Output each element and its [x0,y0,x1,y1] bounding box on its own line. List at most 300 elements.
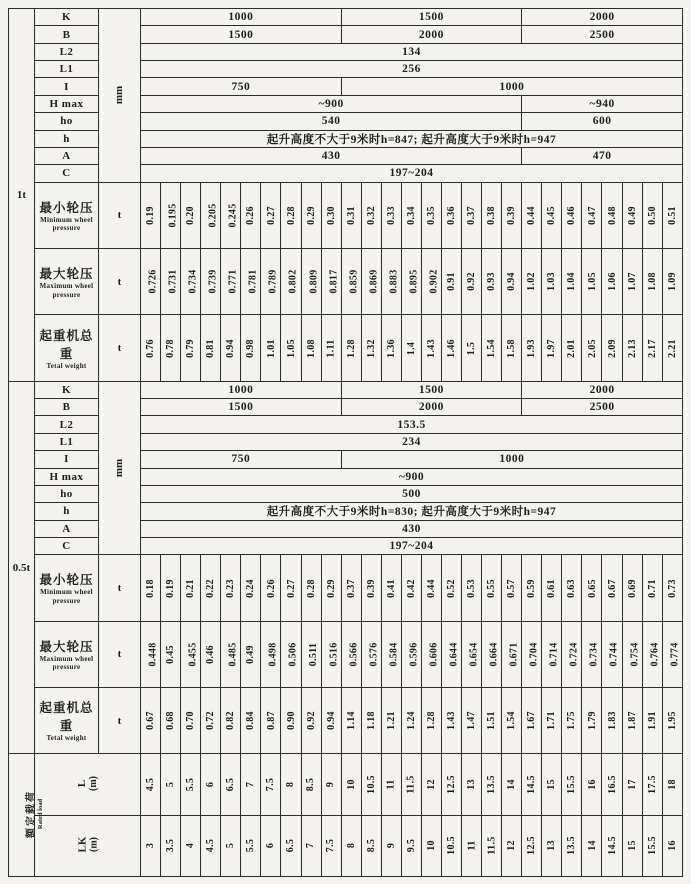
data-value-cell [562,688,582,754]
data-value: 1.71 [546,711,558,731]
value-row-label-cell [35,688,99,754]
data-value-cell [221,621,241,687]
dimension-row [9,9,683,26]
data-value-cell [241,315,261,381]
dim-value-cell [522,26,683,43]
data-value-cell [401,248,421,314]
data-value-cell [181,754,201,815]
data-value-cell [582,621,602,687]
data-value: 6 [265,843,277,849]
data-value: 0.82 [225,711,237,731]
data-value-cell [161,182,181,248]
data-value: 0.45 [165,645,177,664]
data-value: 0.44 [526,205,538,225]
value-unit-cell [99,621,141,687]
data-value-cell [321,248,341,314]
data-value-cell [602,688,622,754]
data-value: 1.95 [666,711,678,731]
param-label-cell [35,147,99,164]
dim-value: 134 [402,45,421,58]
dim-value: 1000 [499,453,525,466]
data-value-cell [381,555,401,621]
data-value-cell [421,688,441,754]
data-value: 15 [546,779,558,790]
data-value-cell [642,315,662,381]
data-value-cell [361,688,381,754]
dim-value: 2000 [589,11,615,24]
data-value-cell [502,621,522,687]
data-value: 3 [145,843,157,849]
data-value: 1.14 [345,711,357,731]
data-value-cell [201,182,221,248]
footer-row [9,815,683,876]
data-value-cell [662,182,682,248]
data-value: 0.726 [147,269,159,294]
data-value: 0.61 [546,578,558,598]
data-value-cell [441,555,461,621]
dim-value: 600 [592,115,612,128]
value-unit: t [117,582,122,594]
data-value: 0.448 [147,642,159,667]
data-value: 0.654 [468,642,480,667]
data-value-cell [241,688,261,754]
data-value: 12 [425,779,437,790]
data-value: 0.485 [227,642,239,667]
data-value-cell [281,182,301,248]
data-value: 0.76 [145,338,157,358]
param-label: ho [60,115,73,128]
data-value: 0.29 [325,578,337,598]
data-value-cell [201,315,221,381]
data-value: 0.31 [345,205,357,225]
value-row-label-en: Minimum wheel pressure [40,215,93,233]
data-value-cell [181,621,201,687]
data-value-cell [201,688,221,754]
data-value-cell [221,754,241,815]
data-value-cell [441,248,461,314]
data-value-cell [662,754,682,815]
dim-value: 起升高度不大于9米时h=830; 起升高度大于9米时h=947 [266,506,557,519]
rated-load-label [22,790,44,838]
data-value: 11.5 [486,836,498,855]
data-value: 12.5 [445,775,457,794]
data-value-cell [502,754,522,815]
data-value: 0.28 [285,205,297,225]
data-value: 1.43 [445,711,457,731]
dim-value-cell [141,9,342,26]
data-value-cell [401,815,421,876]
data-value: 0.91 [445,272,457,292]
param-label: C [62,540,71,553]
data-value: 1.28 [425,711,437,731]
data-value: 0.38 [486,205,498,225]
data-value-cell [482,688,502,754]
data-value-cell [221,248,241,314]
data-value-cell [642,815,662,876]
data-value-cell [562,248,582,314]
data-value-cell [381,688,401,754]
data-value-cell [161,315,181,381]
data-value-cell [542,248,562,314]
data-value: 4.5 [145,777,157,792]
data-value-cell [582,248,602,314]
load-class-label: 1t [16,188,27,201]
data-value-cell [542,754,562,815]
data-value: 9.5 [405,839,417,853]
data-value-cell [261,248,281,314]
data-value: 0.70 [185,711,197,731]
data-value-cell [582,815,602,876]
data-value: 5.5 [185,777,197,792]
data-value-cell [622,621,642,687]
data-value-cell [462,315,482,381]
data-value-cell [241,621,261,687]
data-value: 1.51 [486,711,498,731]
data-value: 0.724 [568,642,580,667]
data-value-cell [161,621,181,687]
data-value: 0.498 [267,642,279,667]
data-value-cell [642,621,662,687]
data-value-cell [361,815,381,876]
data-value: 0.774 [669,642,681,667]
param-label: h [63,505,70,518]
data-value: 7 [245,781,257,788]
data-value-cell [141,688,161,754]
data-value-cell [502,688,522,754]
dim-value-cell [341,381,522,398]
value-row-label-cell [35,621,99,687]
data-value: 0.39 [365,578,377,598]
data-value: 7.5 [265,777,277,792]
data-value: 0.576 [368,642,380,667]
data-value-cell [421,182,441,248]
param-label: I [64,80,69,93]
dim-value-cell [141,416,683,433]
dim-value: 430 [321,150,341,163]
dim-value: 1000 [228,383,254,396]
data-value: 2.05 [586,338,598,358]
data-value-cell [221,555,241,621]
data-value: 0.37 [466,205,478,225]
data-value-cell [582,555,602,621]
data-value-cell [482,754,502,815]
data-value-cell [642,754,662,815]
dim-value-cell [141,433,683,450]
data-value: 0.764 [649,642,661,667]
data-value: 13.5 [566,836,578,856]
data-value-cell [482,555,502,621]
data-value: 1.58 [506,338,518,358]
data-value: 0.39 [506,205,518,225]
data-value: 0.781 [247,269,259,294]
value-row-label-cn: 起重机总重 [39,328,94,361]
data-value: 0.664 [488,642,500,667]
data-value: 1.4 [405,341,417,355]
data-value-cell [642,182,662,248]
data-value-cell [341,182,361,248]
dim-value: 470 [592,150,612,163]
data-value: 1.03 [546,272,558,292]
data-value-cell [221,182,241,248]
data-value-cell [261,182,281,248]
data-value: 0.23 [225,578,237,598]
data-value-cell [281,688,301,754]
data-value-cell [502,815,522,876]
param-label-cell [35,520,99,537]
dim-value-cell [141,78,342,95]
param-label-cell [35,9,99,26]
data-value-cell [341,315,361,381]
data-value: 0.28 [305,578,317,598]
data-value: 1.83 [606,711,618,731]
data-value-cell [522,688,542,754]
data-value: 0.46 [205,645,217,664]
value-unit-cell [99,688,141,754]
data-value-cell [301,315,321,381]
dimension-row [9,381,683,398]
data-value-cell [321,555,341,621]
data-value: 0.27 [265,205,277,225]
data-value: 12 [506,840,518,852]
data-value: 1.54 [486,338,498,358]
data-value-cell [281,248,301,314]
data-value-cell [181,688,201,754]
value-unit: t [117,648,122,661]
data-value-cell [281,555,301,621]
data-value: 0.69 [626,578,638,598]
data-value: 13 [546,840,558,852]
data-value-cell [482,182,502,248]
data-value: 1.21 [385,711,397,731]
data-value-cell [301,754,321,815]
dim-value-cell [141,147,522,164]
data-value: 8 [285,781,297,788]
data-value-cell [261,688,281,754]
data-value: 0.20 [185,205,197,225]
data-value-cell [502,315,522,381]
data-value: 0.516 [328,642,340,667]
data-value-cell [161,815,181,876]
data-value-cell [261,555,281,621]
data-value: 0.93 [486,272,498,292]
data-value-cell [522,555,542,621]
dim-value-cell [341,399,522,416]
dim-value: 1500 [418,383,444,396]
value-unit-cell [99,555,141,621]
data-value: 0.98 [245,338,257,358]
data-value-cell [321,688,341,754]
data-value-cell [361,621,381,687]
data-value: 0.50 [646,205,658,225]
data-value: 0.94 [225,338,237,358]
data-value: 9 [385,843,397,849]
data-value: 0.644 [448,642,460,667]
data-value: 7.5 [325,839,337,853]
dim-value-cell [141,468,683,485]
data-value: 14.5 [606,836,618,856]
data-value-cell [462,688,482,754]
data-value-cell [321,815,341,876]
data-value-cell [381,754,401,815]
param-label: B [62,28,71,41]
data-value: 0.455 [187,642,199,667]
data-value-cell [421,248,441,314]
dim-value-cell [522,95,683,112]
data-value: 0.606 [428,642,440,667]
data-value-cell [622,182,642,248]
data-value-cell [201,754,221,815]
data-value-cell [562,182,582,248]
data-value: 0.771 [227,269,239,294]
data-value: 6 [205,781,217,788]
param-label-cell [35,451,99,468]
param-label: I [64,453,69,466]
data-value: 9 [325,781,337,788]
data-value: 16 [666,840,678,852]
data-value-cell [141,754,161,815]
data-value: 8.5 [365,839,377,853]
data-value-cell [482,248,502,314]
data-value: 0.55 [486,578,498,598]
data-value: 1.75 [566,711,578,731]
dim-value-cell [522,399,683,416]
data-value-cell [361,555,381,621]
data-value-cell [562,315,582,381]
footer-row [9,754,683,815]
dim-value: 1000 [228,11,254,24]
data-value: 0.883 [388,269,400,294]
dim-value-cell [141,451,342,468]
value-unit-cell [99,248,141,314]
data-value: 0.68 [165,711,177,731]
value-row [9,621,683,687]
data-value: 0.26 [245,205,257,225]
dim-value-cell [522,147,683,164]
value-row-label-en: Tetal weight [46,361,87,370]
dim-value-cell [141,43,683,60]
value-row-label-cn: 起重机总重 [39,701,94,734]
value-unit: t [117,275,122,288]
dim-value-cell [141,520,683,537]
data-value-cell [502,555,522,621]
data-value-cell [542,182,562,248]
footer-label [76,837,99,853]
data-value: 1.08 [646,272,658,292]
data-value: 0.57 [506,578,518,598]
data-value: 3.5 [165,839,177,853]
value-row-label-en: Maximum wheel pressure [39,654,94,672]
data-value-cell [321,182,341,248]
value-unit: t [117,714,122,727]
data-value-cell [522,248,542,314]
data-value-cell [622,315,642,381]
param-label-cell [35,468,99,485]
dim-value: 2000 [418,28,444,41]
dim-value-cell [522,9,683,26]
data-value: 17.5 [646,775,658,794]
data-value-cell [341,248,361,314]
data-value: 0.895 [408,269,420,294]
data-value: 10.5 [445,836,457,856]
data-value-cell [361,315,381,381]
data-value: 0.33 [385,205,397,225]
data-value: 2.09 [606,338,618,358]
data-value-cell [662,815,682,876]
data-value-cell [582,754,602,815]
dim-value: 153.5 [397,418,426,431]
data-value: 0.22 [205,578,217,598]
dim-value: ~900 [318,97,344,110]
data-value: 1.97 [546,338,558,358]
param-label: A [62,150,71,163]
data-value: 1.09 [666,272,678,292]
param-label: L2 [59,45,74,58]
data-value-cell [281,315,301,381]
data-value-cell [161,248,181,314]
data-value: 0.67 [606,578,618,598]
data-value: 1.46 [445,338,457,358]
data-value: 0.90 [285,711,297,731]
data-value-cell [622,815,642,876]
value-row-label-en: Minimum wheel pressure [40,588,93,605]
value-unit: t [117,209,122,222]
data-value: 1.11 [325,338,337,358]
data-value-cell [241,815,261,876]
dim-value: 2500 [589,28,615,41]
data-value: 2.17 [646,338,658,358]
param-label-cell [35,399,99,416]
data-value: 1.08 [305,338,317,358]
param-label: L2 [59,418,74,431]
data-value: 0.65 [586,578,598,598]
data-value: 1.02 [526,272,538,292]
value-row-label-cn: 最小轮压 [39,200,94,215]
data-value-cell [141,182,161,248]
data-value-cell [462,555,482,621]
data-value: 0.49 [245,645,257,664]
data-value: 0.72 [205,711,217,731]
data-value-cell [221,315,241,381]
data-value-cell [421,815,441,876]
dim-value-cell [141,113,522,130]
dim-value-cell [141,61,683,78]
value-row [9,182,683,248]
footer-label-main: LK [76,836,88,853]
param-label-cell [35,26,99,43]
data-value-cell [141,555,161,621]
data-value: 14 [506,779,518,790]
data-value: 8 [345,843,357,849]
data-value-cell [562,555,582,621]
data-value-cell [622,688,642,754]
data-value: 1.32 [365,338,377,358]
data-value: 8.5 [305,777,317,792]
data-value: 0.506 [287,642,299,667]
data-value: 0.789 [267,269,279,294]
param-label-cell [35,165,99,182]
data-value-cell [301,182,321,248]
dim-value-cell [141,537,683,554]
data-value-cell [602,754,622,815]
data-value-cell [401,315,421,381]
data-value: 0.511 [307,642,319,667]
data-value-cell [181,248,201,314]
data-value-cell [662,688,682,754]
data-value-cell [622,555,642,621]
data-value: 0.52 [445,578,457,598]
data-value-cell [441,621,461,687]
data-value: 0.44 [425,578,437,598]
